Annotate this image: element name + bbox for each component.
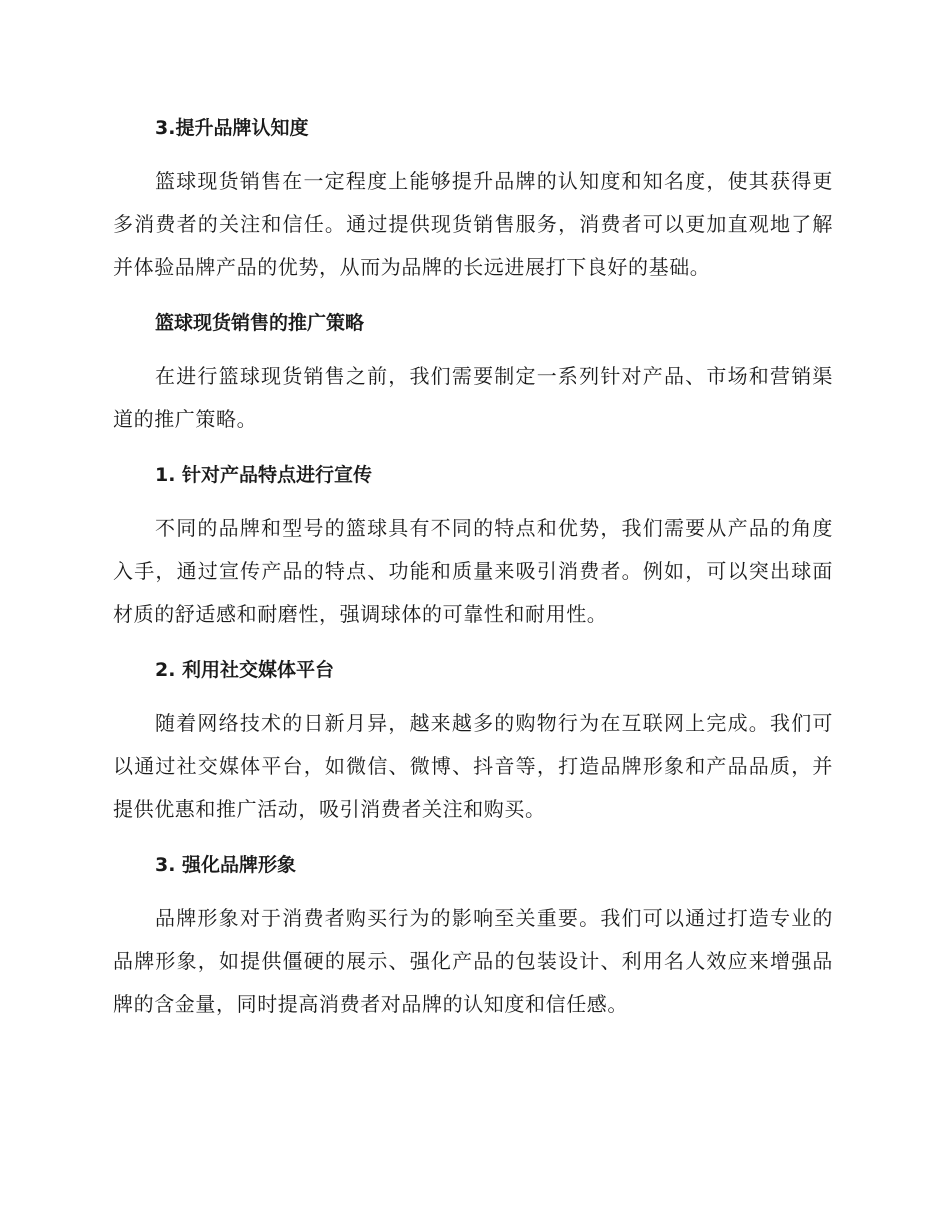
section-brand-awareness	[113, 108, 833, 303]
section-paragraph: 品牌形象对于消费者购买行为的影响至关重要。我们可以通过打造专业的品牌形象，如提供僵硬的展示、强化产品的包装设计、利用名人效应来增强品牌的含金量，同时提高消费者对品牌的认知度和信任感。	[113, 906, 833, 1016]
section-product-features	[113, 455, 833, 650]
section-paragraph: 不同的品牌和型号的篮球具有不同的特点和优势，我们需要从产品的角度入手，通过宣传产品的特点、功能和质量来吸引消费者。例如，可以突出球面材质的舒适感和耐磨性，强调球体的可靠性和耐用性。	[113, 516, 833, 626]
section-paragraph: 在进行篮球现货销售之前，我们需要制定一系列针对产品、市场和营销渠道的推广策略。	[113, 364, 833, 431]
section-heading: 3. 强化品牌形象	[155, 854, 297, 876]
section-heading: 篮球现货销售的推广策略	[155, 312, 365, 334]
section-heading: 3.提升品牌认知度	[155, 117, 309, 139]
document-body	[113, 108, 833, 1026]
section-promotion-strategy	[113, 303, 833, 455]
section-social-media	[113, 650, 833, 845]
section-heading: 1. 针对产品特点进行宣传	[155, 464, 373, 486]
section-heading: 2. 利用社交媒体平台	[155, 659, 335, 681]
section-brand-image	[113, 845, 833, 1026]
section-paragraph: 随着网络技术的日新月异，越来越多的购物行为在互联网上完成。我们可以通过社交媒体平台，如微信、微博、抖音等，打造品牌形象和产品品质，并提供优惠和推广活动，吸引消费者关注和购买。	[113, 711, 833, 821]
section-paragraph: 篮球现货销售在一定程度上能够提升品牌的认知度和知名度，使其获得更多消费者的关注和信任。通过提供现货销售服务，消费者可以更加直观地了解并体验品牌产品的优势，从而为品牌的长远进展打下良好的基础。	[113, 169, 833, 279]
